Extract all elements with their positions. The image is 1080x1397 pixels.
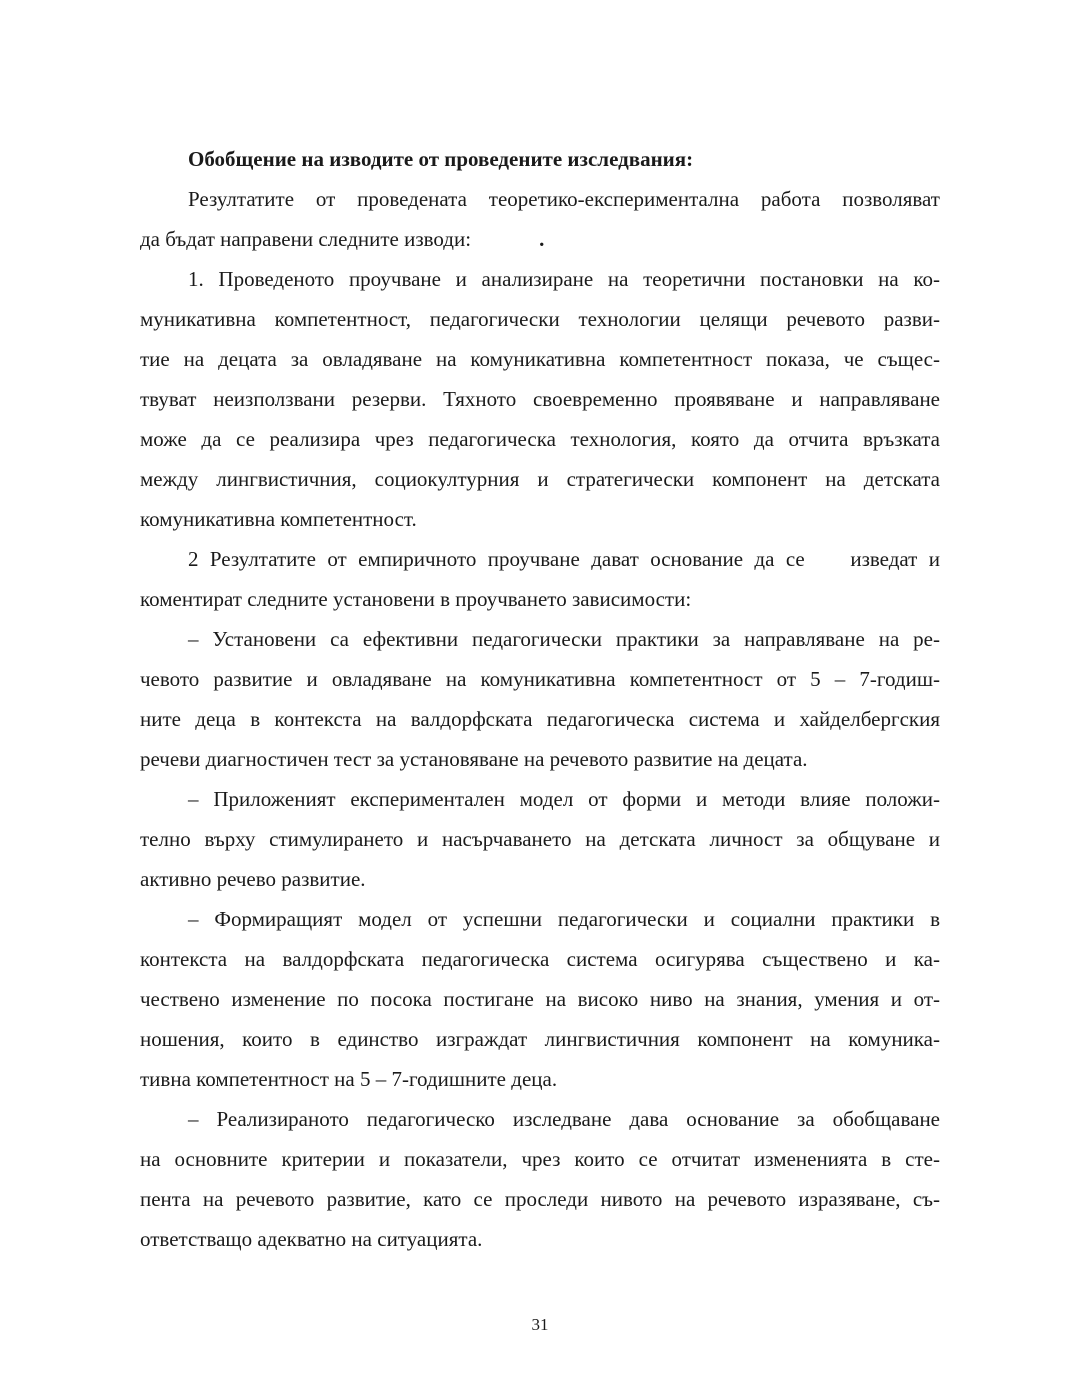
- conclusion-point-2: [140, 539, 940, 619]
- text-line: ношения, които в единство изграждат лингвистичния компонент на комуника-: [140, 1027, 940, 1051]
- text-line: коментират следните установени в проучването зависимости:: [140, 587, 692, 611]
- dash-item-1: [140, 619, 940, 779]
- text-line: твуват неизползвани резерви. Тяхното своевременно проявяване и направляване: [140, 387, 940, 411]
- text-line: – Приложеният експериментален модел от форми и методи влияе положи-: [188, 787, 940, 811]
- text-line: речеви диагностичен тест за установяване на речевото развитие на децата.: [140, 747, 808, 771]
- stray-dot-mark: .: [539, 227, 545, 251]
- text-line: комуникативна компетентност.: [140, 507, 417, 531]
- text-line: на основните критерии и показатели, чрез които се отчитат измененията в сте-: [140, 1147, 940, 1171]
- section-heading: Обобщение на изводите от проведените изследвания:: [188, 147, 694, 171]
- text-line: тие на децата за овладяване на комуникативна компетентност показа, че същес-: [140, 347, 940, 371]
- text-line: активно речево развитие.: [140, 867, 366, 891]
- dash-item-3: [140, 899, 940, 1099]
- text-line: – Реализираното педагогическо изследване дава основание за обобщаване: [188, 1107, 940, 1131]
- intro-paragraph: [140, 179, 940, 259]
- text-line: – Формиращият модел от успешни педагогически и социални практики в: [188, 907, 940, 931]
- text-line: ните деца в контекста на валдорфската педагогическа система и хайделбергския: [140, 707, 940, 731]
- conclusion-point-1: [140, 259, 940, 539]
- text-line: тивна компетентност на 5 – 7-годишните деца.: [140, 1067, 558, 1091]
- text-line: контекста на валдорфската педагогическа система осигурява съществено и ка-: [140, 947, 940, 971]
- dash-item-4: [140, 1099, 940, 1259]
- text-line-content: да бъдат направени следните изводи:: [140, 227, 472, 251]
- page-number: 31: [531, 1315, 549, 1334]
- text-line: 2 Резултатите от емпиричното проучване дават основание да се изведат и: [188, 547, 940, 571]
- text-line: може да се реализира чрез педагогическа технология, която да отчита връзката: [140, 427, 940, 451]
- text-line: чествено изменение по посока постигане на високо ниво на знания, умения и от-: [140, 987, 940, 1011]
- text-line: телно върху стимулирането и насърчаването на детската личност за общуване и: [140, 827, 940, 851]
- text-line: ответстващо адекватно на ситуацията.: [140, 1227, 483, 1251]
- text-line: [140, 219, 940, 259]
- text-line: между лингвистичния, социокултурния и стратегически компонент на детската: [140, 467, 940, 491]
- dash-item-2: [140, 779, 940, 899]
- text-line: чевото развитие и овладяване на комуникативна компетентност от 5 – 7-годиш-: [140, 667, 940, 691]
- text-line: 1. Проведеното проучване и анализиране на теоретични постановки на ко-: [188, 267, 940, 291]
- text-line: муникативна компетентност, педагогически технологии целящи речевото разви-: [140, 307, 940, 331]
- text-line: – Установени са ефективни педагогически практики за направляване на ре-: [188, 627, 940, 651]
- text-line: пента на речевото развитие, като се проследи нивото на речевото изразяване, съ-: [140, 1187, 940, 1211]
- text-line: Резултатите от проведената теоретико-експериментална работа позволяват: [188, 187, 940, 211]
- page-body: [140, 139, 940, 1259]
